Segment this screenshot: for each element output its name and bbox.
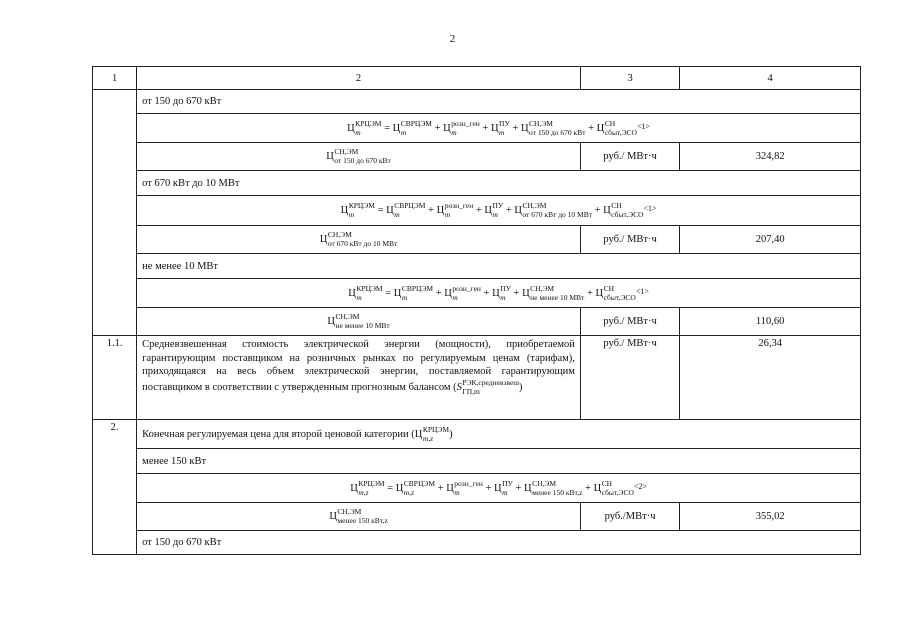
item-number: 1.1. xyxy=(93,336,137,420)
unit-cell: руб./ МВт·ч xyxy=(580,308,679,336)
item-text: Средневзвешенная стоимость электрической энергии (мощности), приобретаемой гарантирующим поставщиком на розничных рынках по регулируемым ценам (тарифам), приходящаяся на весь объем электрической энергии, поставляемой гарантирующим поставщиком в соответствии с утвержденным прогнозным балансом (S РЭК,средневзвеш ГП,m ) xyxy=(137,336,581,420)
value-row xyxy=(93,308,861,336)
header-col-1: 1 xyxy=(93,67,137,90)
unit-cell: руб./ МВт·ч xyxy=(580,143,679,171)
value-cell: 110,60 xyxy=(680,308,861,336)
item-text: Конечная регулируемая цена для второй ценовой категории (Ц КРЦЭМ m,z ) xyxy=(137,420,861,449)
item-row-1-1 xyxy=(93,336,861,420)
empty-num-cell xyxy=(93,90,137,336)
group-heading-row xyxy=(93,90,861,114)
group-heading: от 150 до 670 кВт xyxy=(137,531,861,555)
unit-cell: руб./ МВт·ч xyxy=(580,226,679,254)
header-col-4: 4 xyxy=(680,67,861,90)
component-label: Ц СН,ЭМ менее 150 кВт,z xyxy=(137,503,581,531)
table-header-row xyxy=(93,67,861,90)
group-heading: от 670 кВт до 10 МВт xyxy=(137,171,861,196)
formula-row xyxy=(93,114,861,143)
group-heading: не менее 10 МВт xyxy=(137,254,861,279)
page-number: 2 xyxy=(449,33,456,45)
formula-row xyxy=(93,474,861,503)
unit-cell: руб./ МВт·ч xyxy=(580,336,679,420)
header-col-3: 3 xyxy=(580,67,679,90)
value-row xyxy=(93,503,861,531)
group-heading-row xyxy=(93,254,861,279)
formula-150-670: Ц КРЦЭМ m = Ц СВРЦЭМ m + Ц розн_ген m + Ц ПУ m + Ц СН,ЭМ от 150 до 670 кВт + Ц СН сбыт,ЭСО <1> xyxy=(137,114,861,143)
item-row-2 xyxy=(93,420,861,449)
component-label: Ц СН,ЭМ от 670 кВт до 10 МВт xyxy=(137,226,581,254)
group-heading-row xyxy=(93,531,861,555)
component-label: Ц СН,ЭМ не менее 10 МВт xyxy=(137,308,581,336)
item-number: 2. xyxy=(93,420,137,555)
value-cell: 26,34 xyxy=(680,336,861,420)
group-heading-row xyxy=(93,171,861,196)
value-cell: 324,82 xyxy=(680,143,861,171)
component-label: Ц СН,ЭМ от 150 до 670 кВт xyxy=(137,143,581,171)
formula-row xyxy=(93,279,861,308)
formula-row xyxy=(93,196,861,226)
value-cell: 207,40 xyxy=(680,226,861,254)
unit-cell: руб./МВт·ч xyxy=(580,503,679,531)
group-heading: от 150 до 670 кВт xyxy=(137,90,861,114)
header-col-2: 2 xyxy=(137,67,581,90)
value-row xyxy=(93,143,861,171)
value-cell: 355,02 xyxy=(680,503,861,531)
formula-less-150: Ц КРЦЭМ m,z = Ц СВРЦЭМ m,z + Ц розн_ген m + Ц ПУ m + Ц СН,ЭМ менее 150 кВт,z + Ц СН сбыт,ЭСО <2> xyxy=(137,474,861,503)
formula-670-10: Ц КРЦЭМ m = Ц СВРЦЭМ m + Ц розн_ген m + Ц ПУ m + Ц СН,ЭМ от 670 кВт до 10 МВт + Ц СН сбыт,ЭСО <1> xyxy=(137,196,861,226)
formula-10: Ц КРЦЭМ m = Ц СВРЦЭМ m + Ц розн_ген m + Ц ПУ m + Ц СН,ЭМ не менее 10 МВт + Ц СН сбыт,ЭСО <1> xyxy=(137,279,861,308)
group-heading: менее 150 кВт xyxy=(137,449,861,474)
tariff-table xyxy=(92,66,861,555)
value-row xyxy=(93,226,861,254)
group-heading-row xyxy=(93,449,861,474)
